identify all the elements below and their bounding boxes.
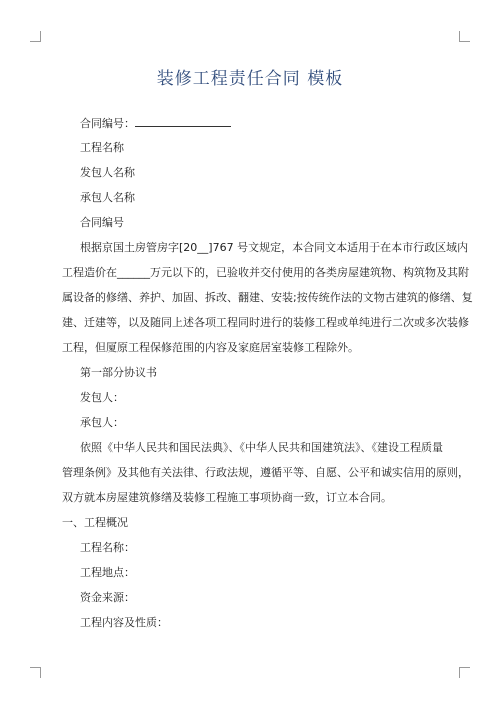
crop-mark-bottom-left [30,667,41,678]
project-item-location: 工程地点： [80,566,135,579]
contract-number-label: 合同编号： [80,117,135,130]
project-item-content: 工程内容及性质： [80,616,168,629]
contractor-label: 承包人： [80,416,124,429]
crop-mark-top-left [30,31,41,42]
intro-line-2: 工程造价在______万元以下的，已验收并交付使用的各类房屋建筑物、构筑物及其附 [62,266,469,279]
basis-line-3: 双方就本房屋建筑修缮及装修工程施工事项协商一致，订立本合同。 [62,491,392,504]
field-project-name: 工程名称 [80,141,124,154]
field-contractor-name: 承包人名称 [80,191,135,204]
basis-line-2: 管理条例》及其他有关法律、行政法规，遵循平等、自愿、公平和诚实信用的原则， [62,466,469,479]
field-employer-name: 发包人名称 [80,166,135,179]
intro-line-3: 属设备的修缮、养护、加固、拆改、翻建、安装;按传统作法的文物古建筑的修缮、复 [62,291,473,304]
project-item-name: 工程名称： [80,541,135,554]
document-title: 装修工程责任合同 模板 [156,69,344,89]
intro-line-5: 工程，但厦原工程保修范围的内容及家庭居室装修工程除外。 [62,341,359,354]
basis-line-1: 依照《中华人民共和国民法典》、《中华人民共和国建筑法》、《建设工程质量 [80,441,443,454]
contract-number-line [80,116,231,131]
intro-line-4: 建、迁建等，以及随同上述各项工程同时进行的装修工程或单纯进行二次或多次装修 [62,316,469,329]
project-item-funding: 资金来源： [80,591,135,604]
field-contract-number: 合同编号 [80,216,124,229]
section1-heading: 一、工程概况 [62,516,128,529]
contract-number-blank[interactable] [135,116,231,127]
employer-label: 发包人： [80,391,124,404]
intro-line-1: 根据京国土房管房字[20__]767 号文规定，本合同文本适用于在本市行政区域内 [80,241,469,254]
crop-mark-bottom-right [459,667,470,678]
part1-heading: 第一部分协议书 [80,366,157,379]
crop-mark-top-right [459,31,470,42]
